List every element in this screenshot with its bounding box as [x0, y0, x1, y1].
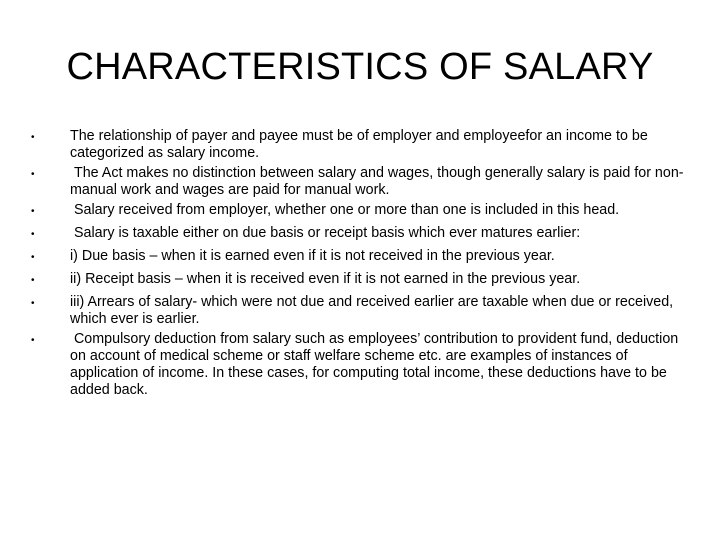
bullet-icon: •	[31, 206, 35, 217]
bullet-text: The relationship of payer and payee must be of employer and employeefor an income to be categorized as salary income.	[70, 128, 652, 161]
bullet-item	[30, 271, 690, 291]
bullet-icon: •	[31, 252, 35, 263]
bullet-icon: •	[31, 275, 35, 286]
bullet-text: iii) Arrears of salary- which were not due and received earlier are taxable when due or received, which ever is earlier.	[70, 294, 678, 327]
bullet-icon: •	[31, 298, 35, 309]
bullet-item	[30, 128, 690, 162]
bullet-item	[30, 294, 690, 328]
bullet-item	[30, 202, 690, 222]
bullet-text: ii) Receipt basis – when it is received even if it is not earned in the previous year.	[70, 271, 581, 287]
bullet-icon: •	[31, 229, 35, 240]
bullet-list	[30, 128, 690, 402]
bullet-item	[30, 165, 690, 199]
bullet-icon: •	[31, 132, 35, 143]
bullet-text: Compulsory deduction from salary such as employees’ contribution to provident fund, deduction on account of medical scheme or staff welfare scheme etc. are examples of instances of application of income. In these cases, for computing total income, these deductions have to be added back.	[70, 331, 683, 398]
bullet-item	[30, 331, 690, 399]
bullet-icon: •	[31, 335, 35, 346]
bullet-text: i) Due basis – when it is earned even if it is not received in the previous year.	[70, 248, 555, 264]
bullet-text: The Act makes no distinction between salary and wages, though generally salary is paid for non-manual work and wages are paid for manual work.	[70, 165, 684, 198]
slide-title: CHARACTERISTICS OF SALARY	[66, 46, 654, 88]
bullet-icon: •	[31, 169, 35, 180]
bullet-text: Salary received from employer, whether one or more than one is included in this head.	[70, 202, 620, 218]
bullet-text: Salary is taxable either on due basis or receipt basis which ever matures earlier:	[70, 225, 581, 241]
bullet-item	[30, 248, 690, 268]
bullet-item	[30, 225, 690, 245]
